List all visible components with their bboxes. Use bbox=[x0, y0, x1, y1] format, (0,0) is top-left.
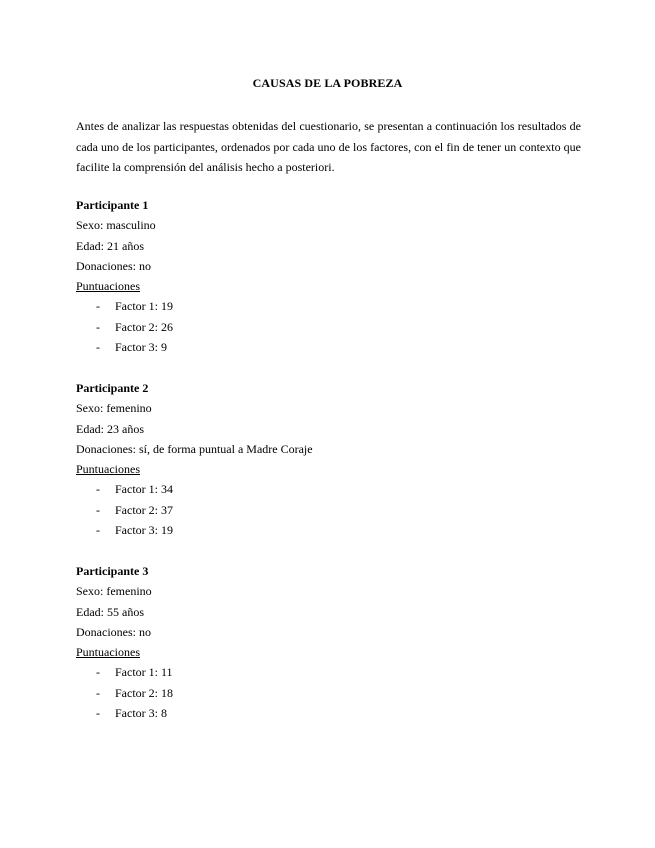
factor-text: Factor 1: 34 bbox=[115, 482, 173, 497]
bullet-dash: - bbox=[96, 482, 100, 497]
document-title: CAUSAS DE LA POBREZA bbox=[252, 76, 403, 90]
puntuaciones-label: Puntuaciones bbox=[76, 645, 140, 660]
participant-edad: Edad: 23 años bbox=[76, 421, 144, 436]
participant-sexo: Sexo: femenino bbox=[76, 401, 152, 416]
factor-list bbox=[76, 662, 576, 723]
bullet-dash: - bbox=[96, 665, 100, 680]
puntuaciones-label: Puntuaciones bbox=[76, 279, 140, 294]
participant-section-2 bbox=[76, 378, 576, 540]
factor-item bbox=[76, 479, 576, 499]
factor-item bbox=[76, 520, 576, 540]
factor-item bbox=[76, 703, 576, 723]
puntuaciones-label: Puntuaciones bbox=[76, 462, 140, 477]
factor-text: Factor 2: 18 bbox=[115, 685, 173, 700]
factor-text: Factor 3: 19 bbox=[115, 523, 173, 538]
factor-list bbox=[76, 296, 576, 357]
factor-item bbox=[76, 296, 576, 316]
factor-item bbox=[76, 337, 576, 357]
bullet-dash: - bbox=[96, 319, 100, 334]
participant-donaciones: Donaciones: sí, de forma puntual a Madre Coraje bbox=[76, 441, 313, 456]
bullet-dash: - bbox=[96, 706, 100, 721]
factor-text: Factor 3: 9 bbox=[115, 340, 167, 355]
intro-paragraph: Antes de analizar las respuestas obtenidas del cuestionario, se presentan a continuación los resultados de cada uno de los participantes, ordenados por cada uno de los factores, con el fin de tener un contexto que facilite la comprensión del análisis hecho a posteriori. bbox=[76, 119, 581, 174]
factor-text: Factor 3: 8 bbox=[115, 706, 167, 721]
bullet-dash: - bbox=[96, 523, 100, 538]
factor-item bbox=[76, 500, 576, 520]
factor-text: Factor 2: 37 bbox=[115, 502, 173, 517]
participant-edad: Edad: 55 años bbox=[76, 604, 144, 619]
participant-donaciones: Donaciones: no bbox=[76, 624, 151, 639]
factor-text: Factor 2: 26 bbox=[115, 319, 173, 334]
factor-text: Factor 1: 19 bbox=[115, 299, 173, 314]
participant-section-3 bbox=[76, 561, 576, 723]
factor-item bbox=[76, 662, 576, 682]
participant-heading: Participante 3 bbox=[76, 564, 149, 578]
participant-sexo: Sexo: masculino bbox=[76, 218, 156, 233]
factor-item bbox=[76, 317, 576, 337]
participant-donaciones: Donaciones: no bbox=[76, 258, 151, 273]
factor-item bbox=[76, 683, 576, 703]
participant-section-1 bbox=[76, 195, 576, 357]
bullet-dash: - bbox=[96, 340, 100, 355]
participant-edad: Edad: 21 años bbox=[76, 238, 144, 253]
factor-list bbox=[76, 479, 576, 540]
participant-heading: Participante 1 bbox=[76, 198, 149, 212]
bullet-dash: - bbox=[96, 299, 100, 314]
factor-text: Factor 1: 11 bbox=[115, 665, 173, 680]
bullet-dash: - bbox=[96, 502, 100, 517]
participant-sexo: Sexo: femenino bbox=[76, 584, 152, 599]
participant-heading: Participante 2 bbox=[76, 381, 149, 395]
bullet-dash: - bbox=[96, 685, 100, 700]
